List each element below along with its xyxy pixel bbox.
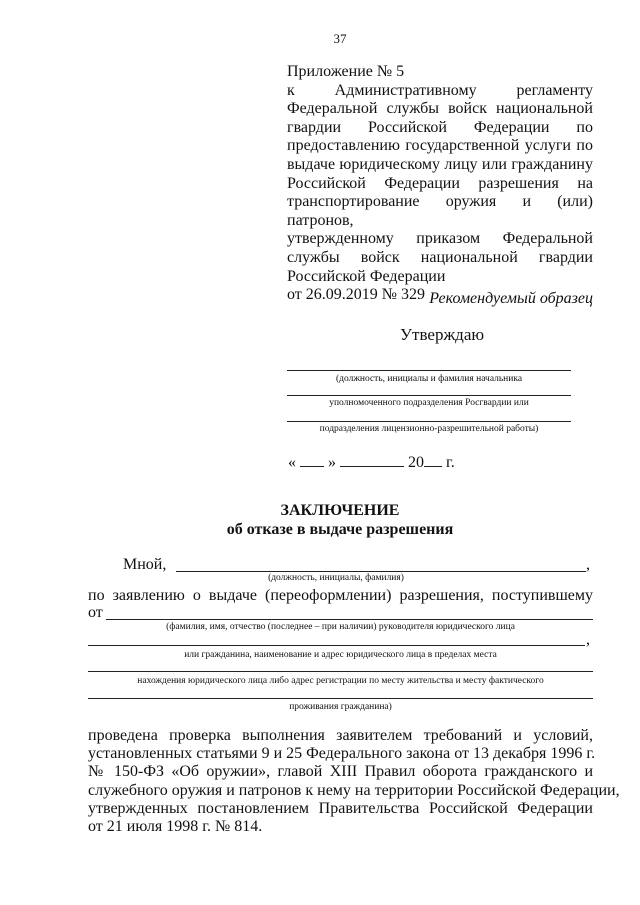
approval-signature-line xyxy=(287,395,571,396)
main-paragraph-line: проведена проверка выполнения заявителем требований и условий, xyxy=(88,727,593,744)
applicant-caption: или гражданина, наименование и адрес юридического лица в пределах места xyxy=(184,650,497,660)
approval-caption: (должность, инициалы и фамилия начальника xyxy=(335,374,523,384)
document-subtitle: об отказе в выдаче разрешения xyxy=(226,521,454,538)
annex-block xyxy=(287,63,593,305)
annex-line: от 26.09.2019 № 329 xyxy=(287,286,426,304)
annex-line: транспортирование оружия и (или) патронов, xyxy=(287,193,593,229)
approve-label: Утверждаю xyxy=(400,325,485,344)
page-number: 37 xyxy=(333,31,347,46)
annex-line: Российской Федерации разрешения на xyxy=(287,174,593,192)
applicant-line xyxy=(88,698,593,699)
applicant-comma: , xyxy=(586,631,590,648)
date-open-quote: « xyxy=(288,454,296,471)
date-year-suffix: г. xyxy=(446,454,455,471)
annex-line: предоставлению государственной услуги по xyxy=(287,137,593,155)
applicant-caption: нахождения юридического лица либо адрес регистрации по месту жительства и месту фактического xyxy=(137,676,544,686)
main-paragraph-line: № 150-ФЗ «Об оружии», главой XIII Правил оборота гражданского и xyxy=(88,763,593,781)
applicant-caption: проживания гражданина) xyxy=(289,702,392,712)
annex-line: Российской Федерации xyxy=(287,267,446,285)
approval-caption: подразделения лицензионно-разрешительной работы) xyxy=(319,424,539,434)
applicant-line xyxy=(88,671,593,672)
annex-line: к Административному регламенту xyxy=(287,81,593,99)
applicant-line xyxy=(88,645,585,646)
annex-line: службы войск национальной гвардии xyxy=(287,248,593,266)
main-paragraph-line: от 21 июля 1998 г. № 814. xyxy=(88,818,263,836)
approval-caption: уполномоченного подразделения Росгвардии или xyxy=(329,398,529,408)
main-paragraph-line: установленных статьями 9 и 25 Федерального закона от 13 декабря 1996 г. xyxy=(88,745,596,763)
document-title: ЗАКЛЮЧЕНИЕ xyxy=(280,502,400,519)
main-paragraph xyxy=(88,727,620,836)
annex-line: Федеральной службы войск национальной xyxy=(287,100,593,118)
mnoy-label: Мной, xyxy=(123,556,167,573)
date-year-blank xyxy=(424,452,442,467)
applicant-line xyxy=(106,619,593,620)
date-month-blank xyxy=(340,452,404,467)
main-paragraph-line: служебного оружия и патронов к нему на территории Российской Федерации, xyxy=(88,781,620,799)
approval-signature-line xyxy=(287,421,571,422)
approval-date-line xyxy=(288,452,455,472)
date-year-prefix: 20 xyxy=(408,454,424,471)
from-label: от xyxy=(88,604,103,621)
annex-line: Приложение № 5 xyxy=(287,63,405,80)
recommended-sample-label: Рекомендуемый образец xyxy=(429,290,593,307)
official-name-comma: , xyxy=(586,556,590,573)
official-name-caption: (должность, инициалы, фамилия) xyxy=(268,573,404,583)
annex-line: выдаче юридическому лицу или гражданину xyxy=(287,155,593,173)
official-name-line xyxy=(176,571,586,572)
annex-line: утвержденному приказом Федеральной xyxy=(287,230,593,248)
main-paragraph-line: утвержденных постановлением Правительства Российской Федерации xyxy=(88,799,593,817)
applicant-caption: (фамилия, имя, отчество (последнее – при наличии) руководителя юридического лица xyxy=(166,622,515,632)
approval-signature-line xyxy=(287,370,571,371)
date-day-blank xyxy=(300,452,324,467)
annex-line: гвардии Российской Федерации по xyxy=(287,118,593,136)
date-close-quote: » xyxy=(328,454,336,471)
application-text: по заявлению о выдаче (переоформлении) разрешения, поступившему xyxy=(88,587,593,604)
